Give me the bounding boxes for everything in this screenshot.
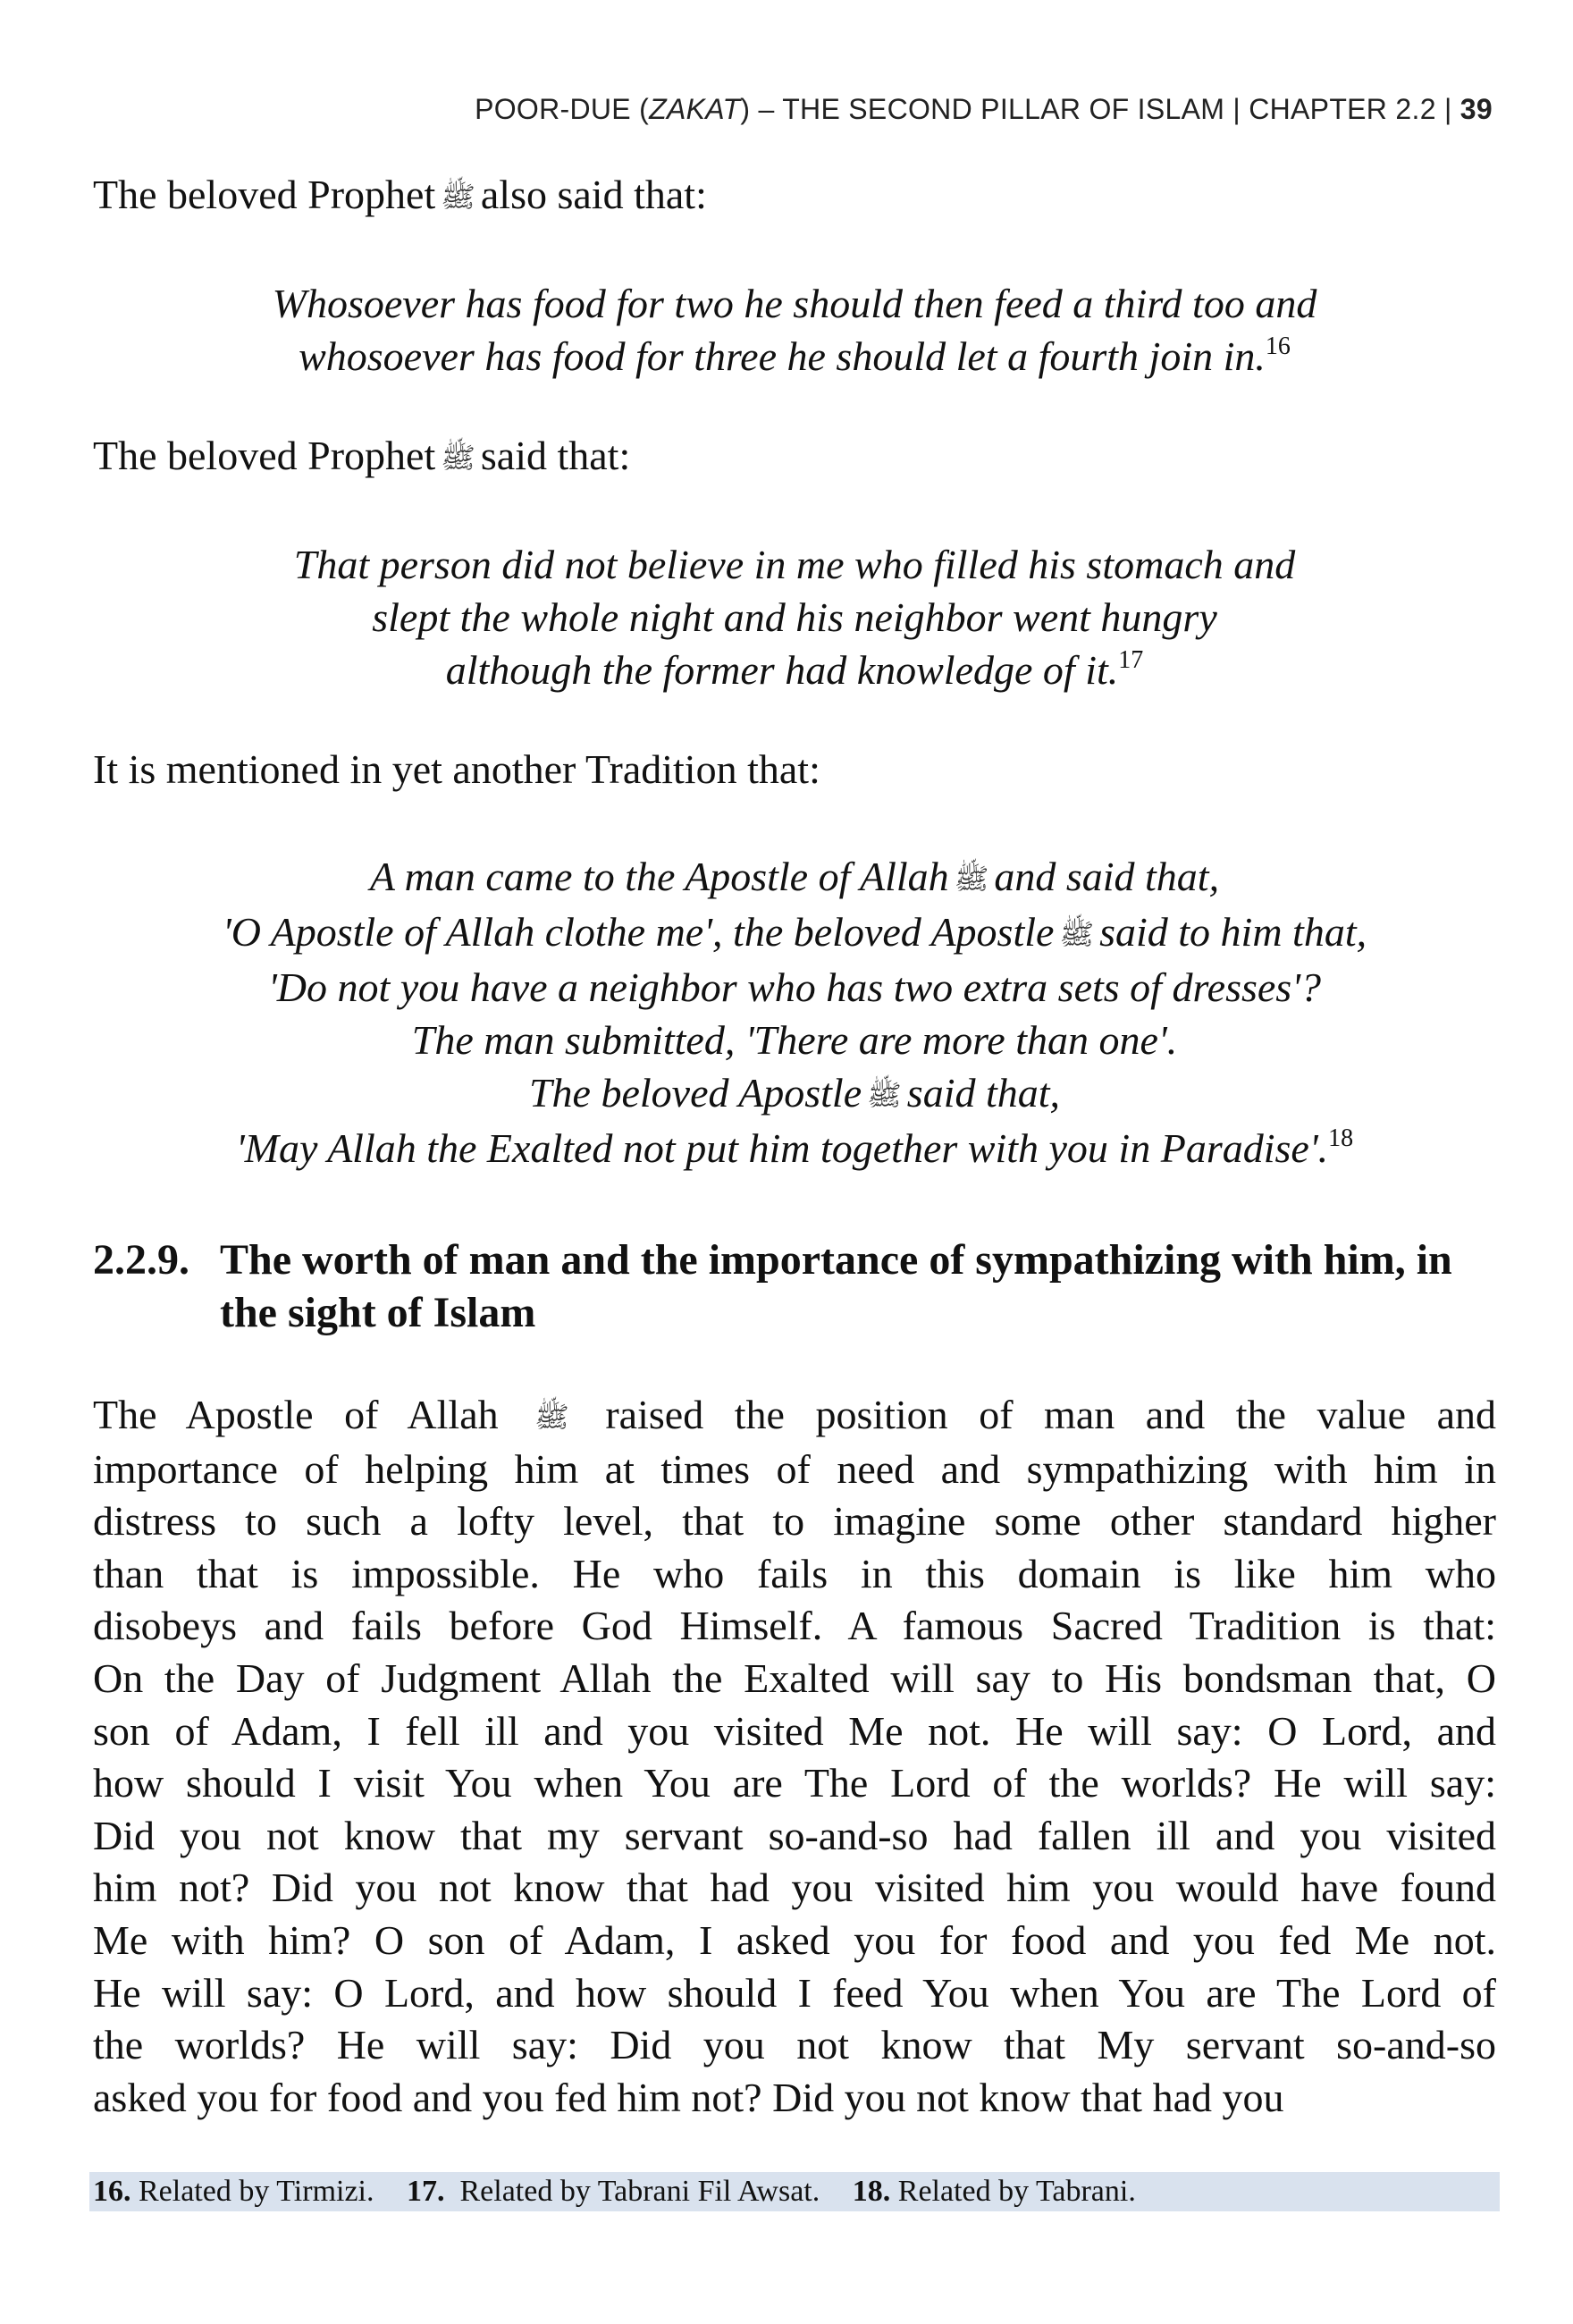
body-paragraph: The Apostle of Allah ﷺ raised the position of man and the value and importance of helping him at times of need and sympathizing with him in distress to such a lofty level, that to imagine some other standard higher than that is impossible. He who fails in this domain is like him who disobeys and fails before God Himself. A famous Sacred Tradition is that: On the Day of Judgment Allah the Exalted will say to His bondsman that, O son of Adam, I fell ill and you visited Me not. He will say: O Lord, and how should I visit You when You are The Lord of the worlds? He will say: Did you not know that my servant so-and-so had fallen ill and you visited him not? Did you not know that had you visited him you would have found Me with him? O son of Adam, I asked you for food and you fed Me not. He will say: O Lord, and how should I feed You when You are The Lord of the worlds? He will say: Did you not know that My servant so-and-so asked you for food and you fed him not? Did you not know that had you [93, 1392, 1497, 2120]
hadith-quote-1: Whosoever has food for two he should then feed a third too and whosoever has food for three he should let a fourth join in.$^{16}$ [272, 281, 1317, 379]
hadith-quote-2: That person did not believe in me who filled his stomach and slept the whole night and his neighbor went hungry although the former had knowledge of it.$^{17}$ [293, 542, 1296, 693]
running-title: POOR-DUE (ZAKAT) – THE SECOND PILLAR OF ISLAM | CHAPTER 2.2 | [475, 93, 1460, 125]
salutation-icon: ﷺ [534, 1401, 569, 1433]
footnote-16: 16. Related by Tirmizi. [93, 2175, 374, 2208]
footnote-18: 18. Related by Tabrani. [852, 2175, 1136, 2208]
footnotes-bar [89, 2172, 1500, 2211]
salutation-icon: ﷺ [1059, 918, 1095, 950]
salutation-icon: ﷺ [441, 442, 475, 474]
hadith-quote-3: A man came to the Apostle of Allah ﷺ and said that, 'O Apostle of Allah clothe me', the beloved Apostle ﷺ said to him that, 'Do not you have a neighbor who has two extra sets of dresses'? The man submitted, 'There are more than one'. The beloved Apostle ﷺ said that, 'May Allah the Exalted not put him together with you in Paradise'.$^{18}$ [222, 854, 1367, 1171]
intro-paragraph-1: The beloved Prophet ﷺ also said that: [93, 172, 707, 217]
salutation-icon: ﷺ [441, 181, 475, 213]
section-number: 2.2.9. [93, 1236, 189, 1284]
page-body [93, 168, 1496, 2124]
salutation-icon: ﷺ [867, 1079, 902, 1111]
footnote-17: 17. Related by Tabrani Fil Awsat. [407, 2175, 820, 2208]
page-number: 39 [1459, 93, 1493, 125]
footnote-ref-18: 18 [1328, 1124, 1354, 1152]
salutation-icon: ﷺ [954, 863, 989, 895]
footnote-ref-17: 17 [1118, 646, 1144, 674]
intro-paragraph-2: The beloved Prophet ﷺ said that: [93, 433, 631, 478]
footnote-ref-16: 16 [1265, 333, 1291, 360]
intro-paragraph-3: It is mentioned in yet another Tradition that: [93, 746, 820, 792]
running-header [475, 93, 1493, 126]
section-title: The worth of man and the importance of sympathizing with him, in the sight of Islam [220, 1236, 1452, 1336]
section-heading [93, 1234, 1496, 1339]
